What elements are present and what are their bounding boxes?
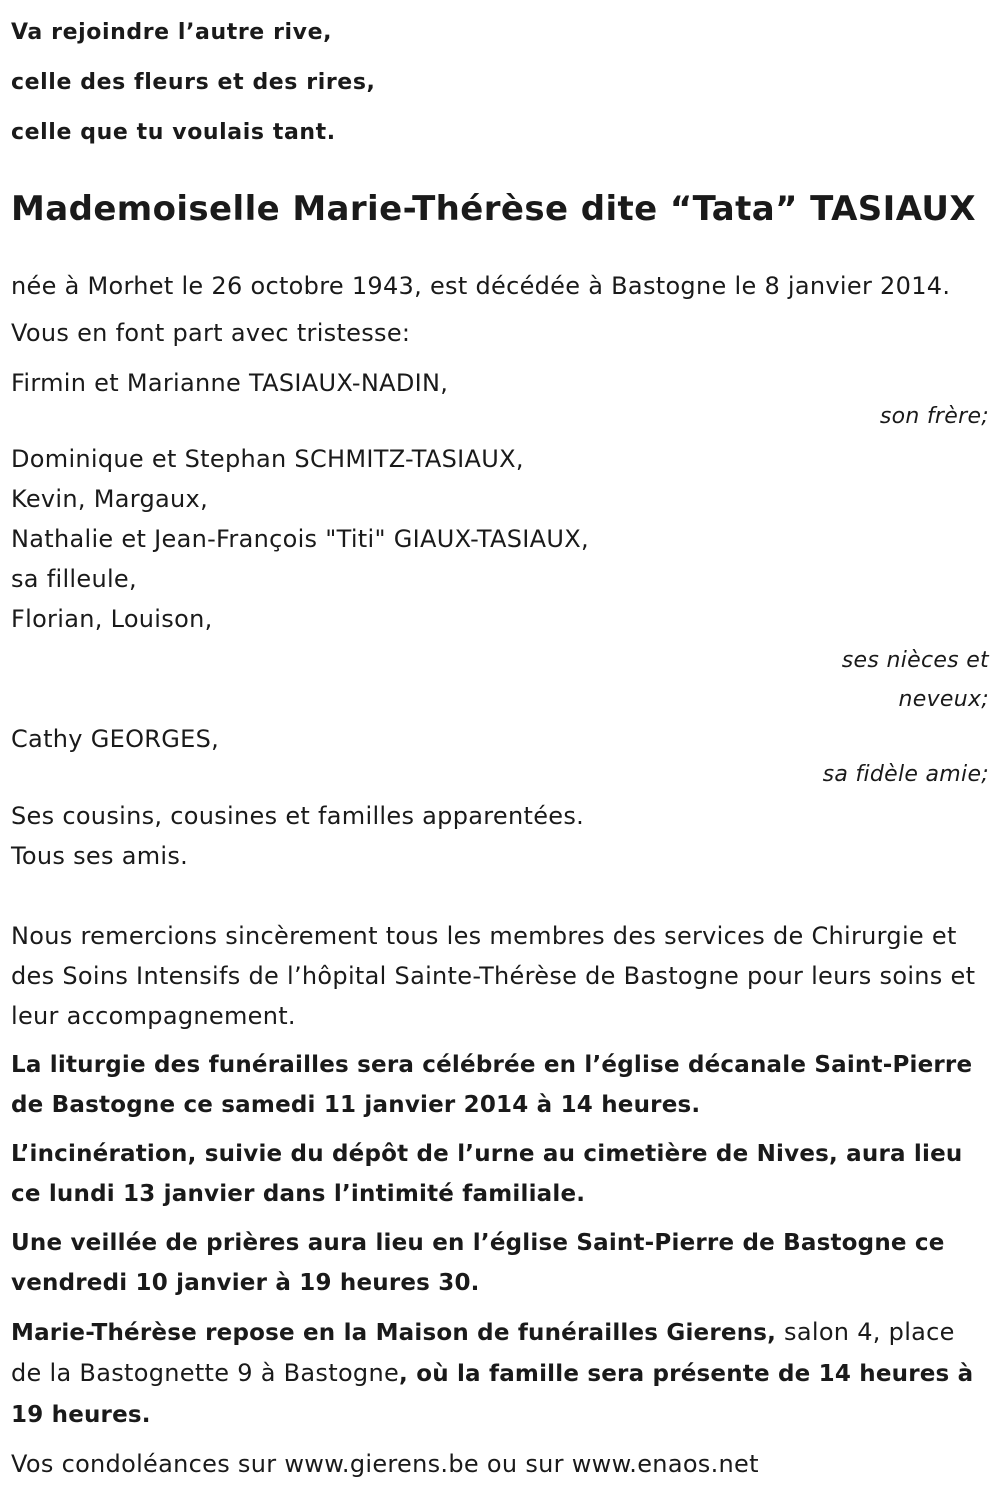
family-others-line: Ses cousins, cousines et familles apparentées. bbox=[11, 802, 585, 830]
poem-line: celle que tu voulais tant. bbox=[11, 120, 336, 145]
vigil-paragraph: Une veillée de prières aura lieu en l’église Saint-Pierre de Bastogne ce vendredi 10 janvier à 19 heures 30. bbox=[11, 1230, 945, 1296]
relationship-friend: sa fidèle amie; bbox=[822, 762, 989, 787]
family-niece-line: Dominique et Stephan SCHMITZ-TASIAUX, bbox=[11, 445, 524, 473]
family-niece-line: sa filleule, bbox=[11, 565, 137, 593]
thanks-paragraph: Nous remercions sincèrement tous les membres des services de Chirurgie et des Soins Intensifs de l’hôpital Sainte-Thérèse de Bastogne pour leurs soins et leur accompagnement. bbox=[11, 922, 976, 1030]
deceased-name-title: Mademoiselle Marie-Thérèse dite “Tata” TASIAUX bbox=[11, 189, 977, 229]
repose-address: salon 4, place de la Bastognette 9 à Bastogne bbox=[11, 1318, 955, 1387]
family-others-line: Tous ses amis. bbox=[11, 842, 189, 870]
poem-line: celle des fleurs et des rires, bbox=[11, 70, 376, 95]
repose-paragraph bbox=[11, 1312, 989, 1435]
relationship-nieces-line2: neveux; bbox=[898, 687, 989, 712]
relationship-brother: son frère; bbox=[879, 404, 989, 429]
repose-visiting-hours: , où la famille sera présente de 14 heures à 19 heures. bbox=[11, 1361, 974, 1428]
family-friend-name: Cathy GEORGES, bbox=[11, 725, 220, 753]
liturgy-paragraph: La liturgie des funérailles sera célébrée en l’église décanale Saint-Pierre de Bastogne ce samedi 11 janvier 2014 à 14 heures. bbox=[11, 1052, 973, 1118]
obituary-page bbox=[11, 0, 989, 1484]
relationship-nieces-line1: ses nièces et bbox=[841, 648, 989, 673]
cremation-paragraph: L’incinération, suivie du dépôt de l’urne au cimetière de Nives, aura lieu ce lundi 13 janvier dans l’intimité familiale. bbox=[11, 1141, 963, 1207]
family-niece-line: Nathalie et Jean-François "Titi" GIAUX-TASIAUX, bbox=[11, 525, 589, 553]
repose-location-bold: Marie-Thérèse repose en la Maison de funérailles Gierens, bbox=[11, 1320, 777, 1346]
birth-death-statement: née à Morhet le 26 octobre 1943, est décédée à Bastogne le 8 janvier 2014. bbox=[11, 272, 951, 300]
family-niece-line: Kevin, Margaux, bbox=[11, 485, 208, 513]
family-niece-line: Florian, Louison, bbox=[11, 605, 213, 633]
poem-line: Va rejoindre l’autre rive, bbox=[11, 20, 333, 45]
family-brother-names: Firmin et Marianne TASIAUX-NADIN, bbox=[11, 369, 449, 397]
condolences-line: Vos condoléances sur www.gierens.be ou sur www.enaos.net bbox=[11, 1450, 759, 1478]
announcement-intro: Vous en font part avec tristesse: bbox=[11, 319, 411, 347]
poem bbox=[11, 8, 989, 158]
